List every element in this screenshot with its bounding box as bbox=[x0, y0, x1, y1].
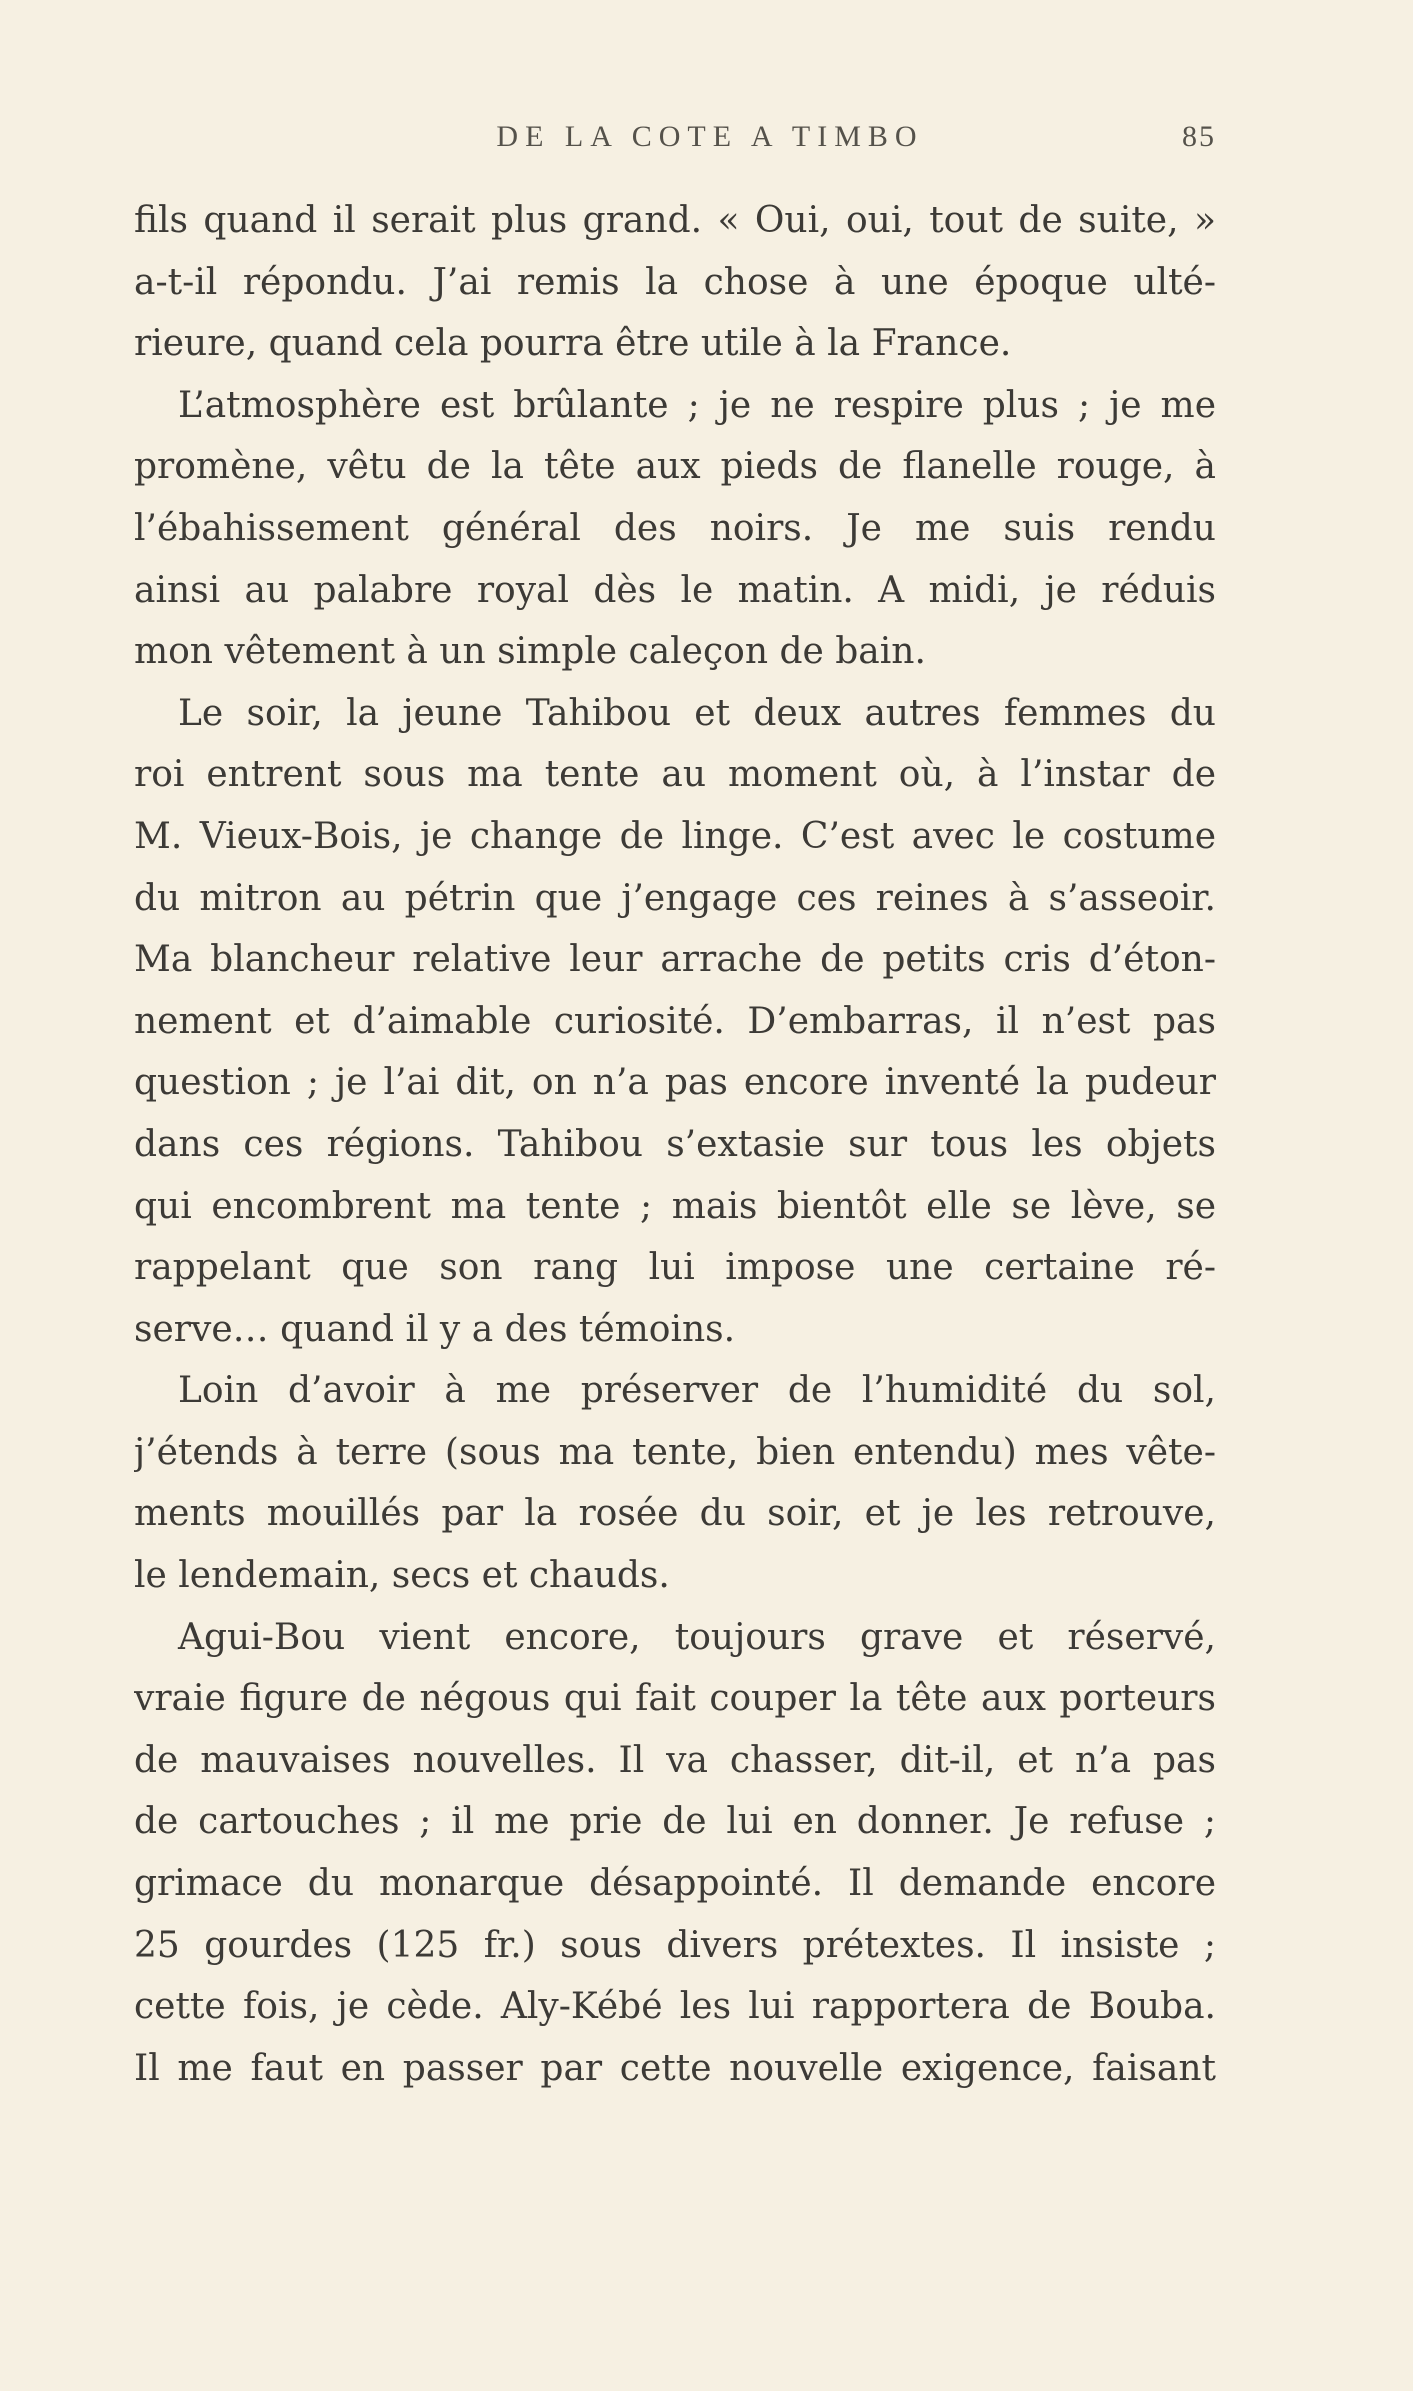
text-line: du mitron au pétrin que j’engage ces reines à s’asseoir. bbox=[134, 877, 1216, 919]
text-line: grimace du monarque désappointé. Il demande encore bbox=[134, 1863, 1216, 1905]
page-number: 85 bbox=[1182, 120, 1216, 153]
paragraph-start-line: Le soir, la jeune Tahibou et deux autres femmes du bbox=[178, 692, 1216, 734]
paragraph-start-line: L’atmosphère est brûlante ; je ne respire plus ; je me bbox=[178, 384, 1216, 426]
body-text bbox=[134, 190, 1216, 2099]
text-line: fils quand il serait plus grand. « Oui, oui, tout de suite, » bbox=[134, 200, 1216, 241]
text-line: de cartouches ; il me prie de lui en donner. Je refuse ; bbox=[134, 1801, 1216, 1843]
text-line: nement et d’aimable curiosité. D’embarras, il n’est pas bbox=[134, 1000, 1216, 1042]
text-line: rieure, quand cela pourra être utile à la France. bbox=[134, 323, 1012, 365]
paragraph-start-line: Loin d’avoir à me préserver de l’humidité du sol, bbox=[178, 1370, 1216, 1412]
text-line: Il me faut en passer par cette nouvelle exigence, faisant bbox=[134, 2047, 1216, 2089]
text-line: rappelant que son rang lui impose une certaine ré- bbox=[134, 1247, 1216, 1289]
text-line: serve… quand il y a des témoins. bbox=[134, 1308, 736, 1350]
text-line: de mauvaises nouvelles. Il va chasser, dit-il, et n’a pas bbox=[134, 1739, 1216, 1781]
text-line: mon vêtement à un simple caleçon de bain. bbox=[134, 631, 926, 673]
text-line: ments mouillés par la rosée du soir, et je les retrouve, bbox=[134, 1493, 1216, 1535]
text-line: j’étends à terre (sous ma tente, bien entendu) mes vête- bbox=[134, 1431, 1216, 1473]
text-line: dans ces régions. Tahibou s’extasie sur tous les objets bbox=[134, 1123, 1216, 1165]
text-line: ainsi au palabre royal dès le matin. A midi, je réduis bbox=[134, 569, 1216, 611]
text-line: M. Vieux-Bois, je change de linge. C’est avec le costume bbox=[134, 815, 1216, 857]
text-line: roi entrent sous ma tente au moment où, à l’instar de bbox=[134, 754, 1216, 796]
text-line: vraie figure de négous qui fait couper la tête aux porteurs bbox=[134, 1678, 1216, 1720]
text-line: promène, vêtu de la tête aux pieds de flanelle rouge, à bbox=[134, 446, 1216, 488]
text-line: a-t-il répondu. J’ai remis la chose à une époque ulté- bbox=[134, 261, 1216, 303]
text-line: qui encombrent ma tente ; mais bientôt elle se lève, se bbox=[134, 1185, 1216, 1227]
paragraph-start-line: Agui-Bou vient encore, toujours grave et réservé, bbox=[178, 1616, 1216, 1658]
text-line: Ma blancheur relative leur arrache de petits cris d’éton- bbox=[134, 939, 1216, 981]
text-line: l’ébahissement général des noirs. Je me suis rendu bbox=[134, 507, 1216, 549]
running-title: DE LA COTE A TIMBO bbox=[496, 120, 924, 153]
text-line: 25 gourdes (125 fr.) sous divers prétextes. Il insiste ; bbox=[134, 1924, 1216, 1966]
text-line: question ; je l’ai dit, on n’a pas encore inventé la pudeur bbox=[134, 1062, 1216, 1104]
running-head bbox=[134, 120, 1216, 170]
text-line: cette fois, je cède. Aly-Kébé les lui rapportera de Bouba. bbox=[134, 1986, 1216, 2028]
text-line: le lendemain, secs et chauds. bbox=[134, 1555, 670, 1597]
